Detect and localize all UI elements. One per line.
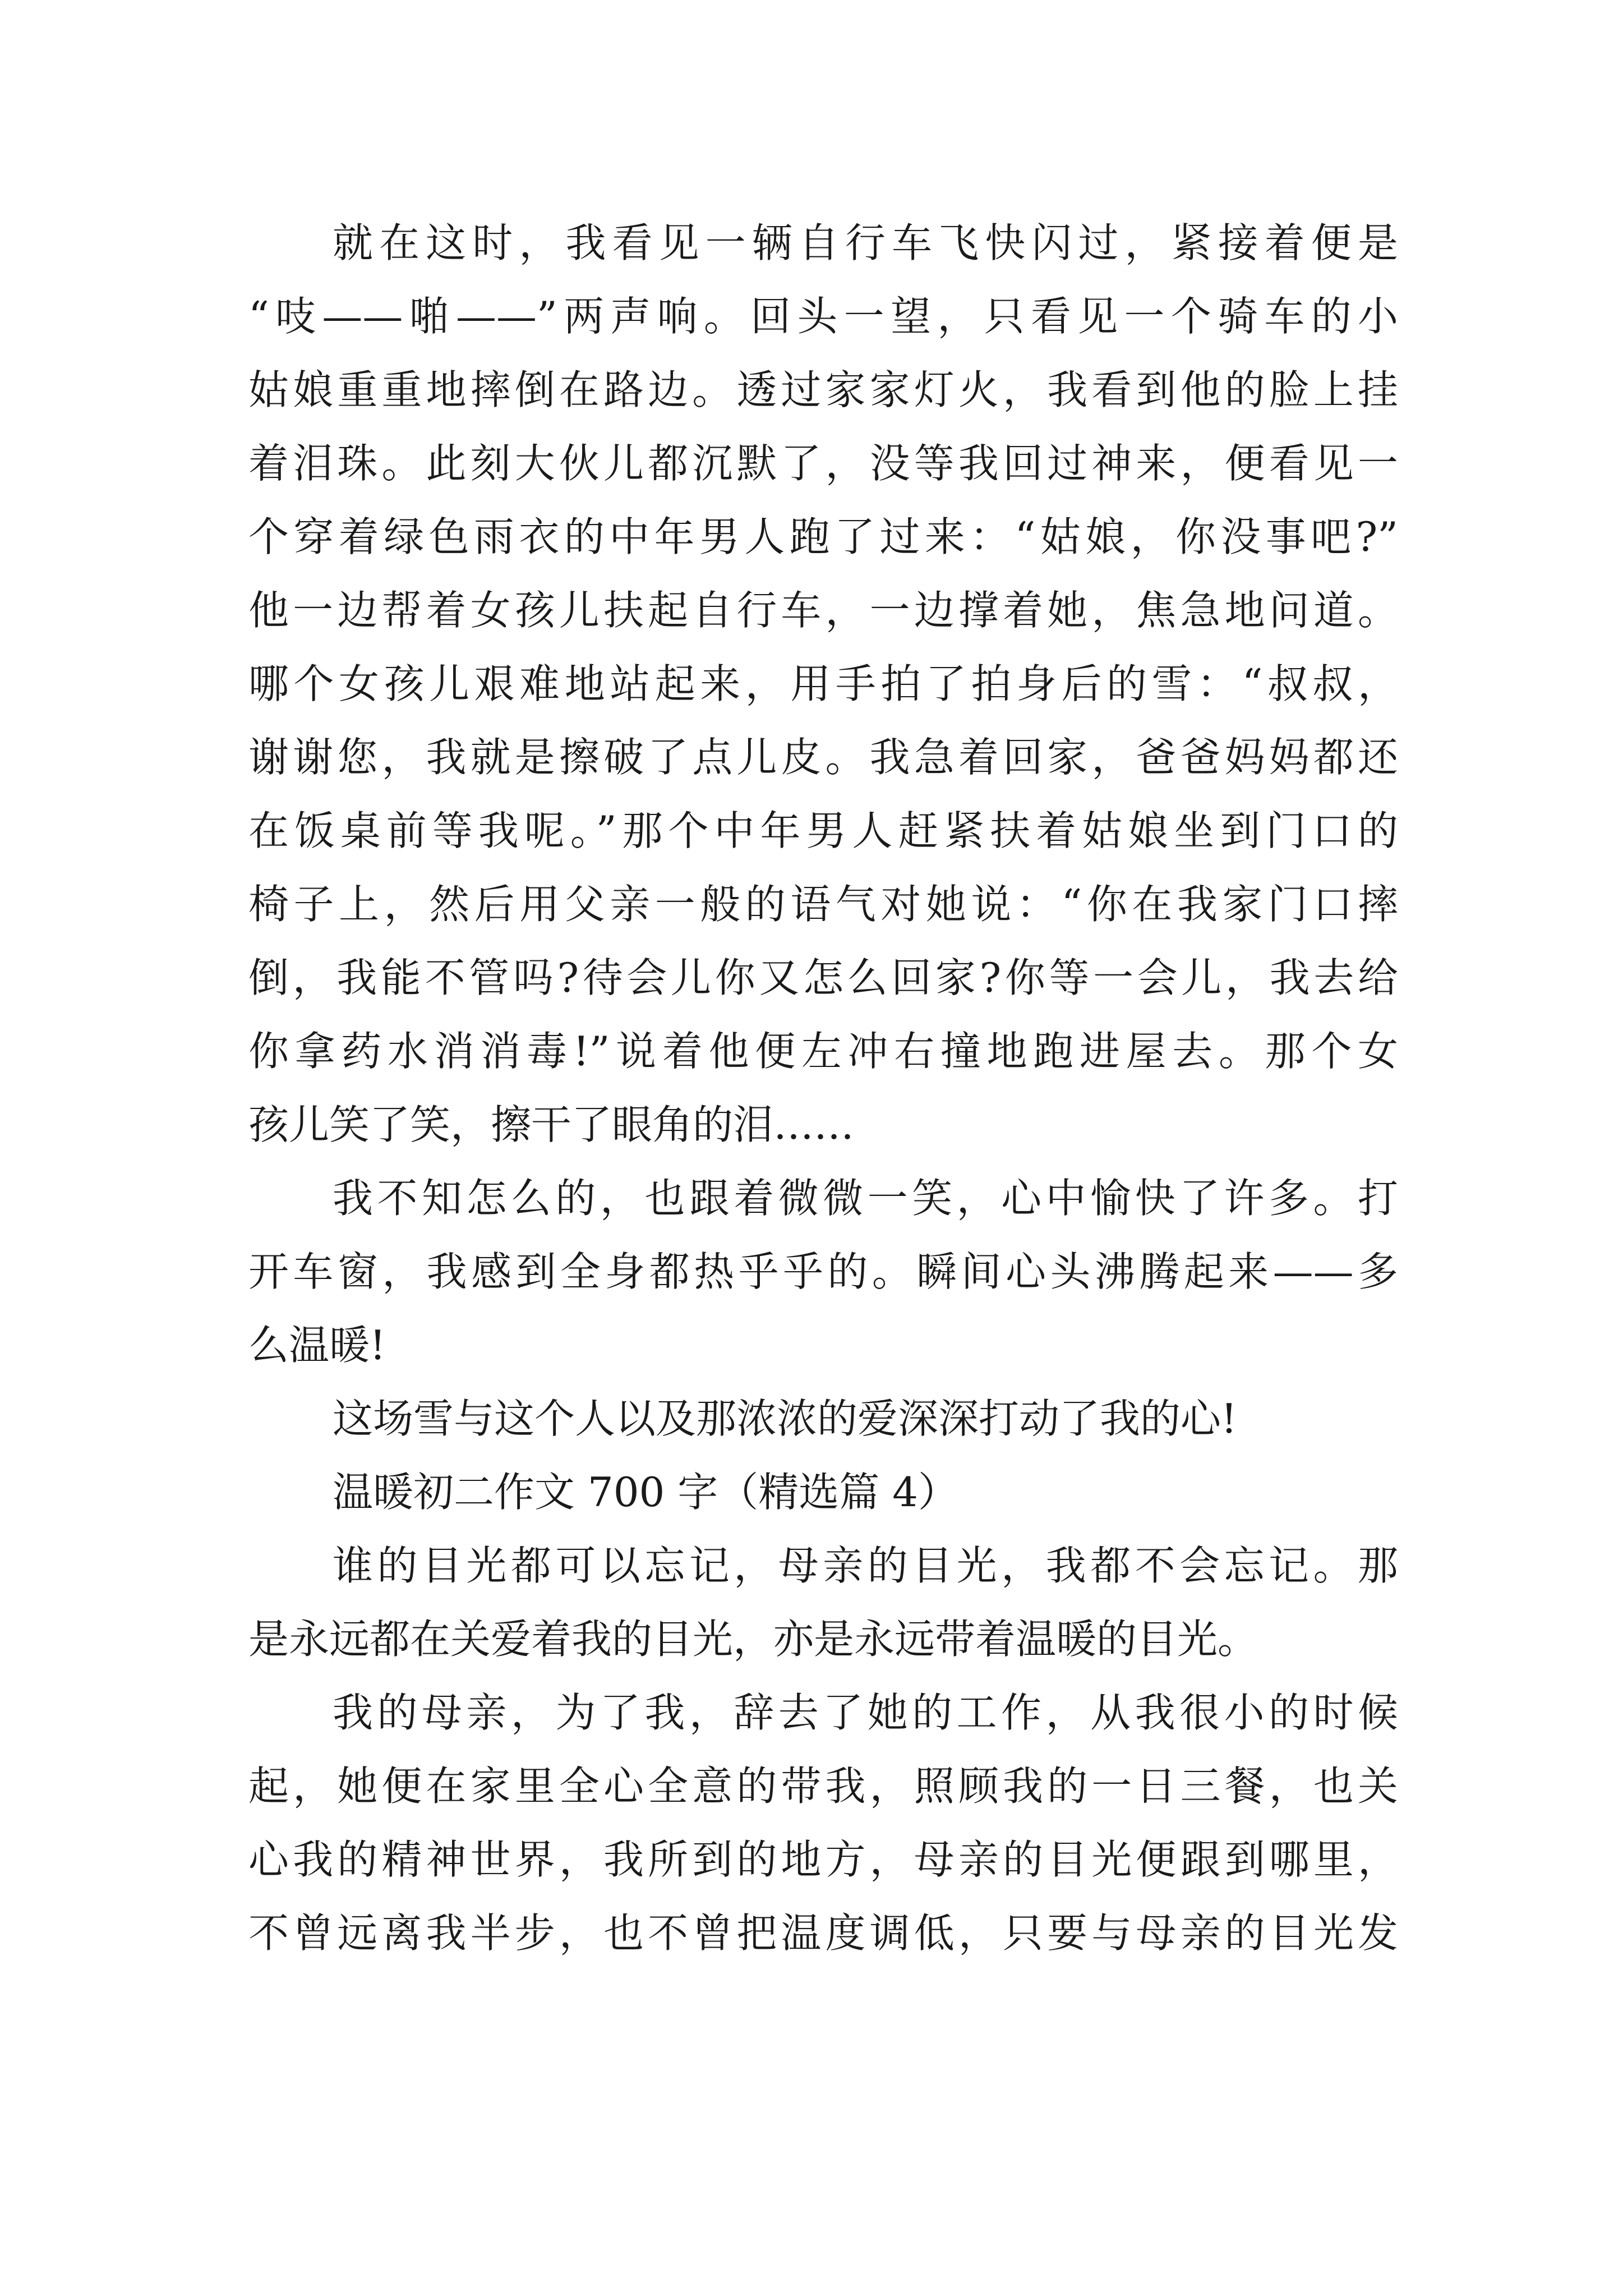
text-line: 姑娘重重地摔倒在路边。透过家家灯火，我看到他的脸上挂: [248, 366, 1398, 413]
text-line: 椅子上，然后用父亲一般的语气对她说：“你在我家门口摔: [248, 881, 1398, 928]
text-line: 就在这时，我看见一辆自行车飞快闪过，紧接着便是: [333, 219, 1398, 266]
text-line: 他一边帮着女孩儿扶起自行车，一边撑着她，焦急地问道。: [248, 587, 1398, 634]
text-line: 起，她便在家里全心全意的带我，照顾我的一日三餐，也关: [248, 1763, 1398, 1810]
text-line: 不曾远离我半步，也不曾把温度调低，只要与母亲的目光发: [248, 1910, 1398, 1957]
text-line: “吱——啪——”两声响。回头一望，只看见一个骑车的小: [248, 293, 1398, 340]
text-line: 你拿药水消消毒!”说着他便左冲右撞地跑进屋去。那个女: [248, 1028, 1398, 1075]
text-line: 我不知怎么的，也跟着微微一笑，心中愉快了许多。打: [333, 1175, 1398, 1222]
text-line: 心我的精神世界，我所到的地方，母亲的目光便跟到哪里，: [248, 1836, 1398, 1883]
text-line: 谁的目光都可以忘记，母亲的目光，我都不会忘记。那: [333, 1542, 1398, 1589]
text-line: 谢谢您，我就是擦破了点儿皮。我急着回家，爸爸妈妈都还: [248, 734, 1398, 781]
text-line: 是永远都在关爱着我的目光，亦是永远带着温暖的目光。: [248, 1616, 1258, 1663]
text-line: 么温暖!: [248, 1322, 386, 1369]
text-line: 倒，我能不管吗?待会儿你又怎么回家?你等一会儿，我去给: [248, 954, 1398, 1001]
essay-body: [248, 206, 1398, 1970]
text-line: 孩儿笑了笑，擦干了眼角的泪……: [248, 1101, 855, 1148]
text-line: 着泪珠。此刻大伙儿都沉默了，没等我回过神来，便看见一: [248, 440, 1398, 487]
text-line: 我的母亲，为了我，辞去了她的工作，从我很小的时候: [333, 1689, 1398, 1736]
text-line: 温暖初二作文 700 字（精选篇 4）: [333, 1469, 958, 1516]
text-line: 这场雪与这个人以及那浓浓的爱深深打动了我的心!: [333, 1395, 1237, 1442]
text-line: 个穿着绿色雨衣的中年男人跑了过来：“姑娘，你没事吧?”: [248, 513, 1398, 560]
text-line: 哪个女孩儿艰难地站起来，用手拍了拍身后的雪：“叔叔，: [248, 660, 1398, 707]
text-line: 开车窗，我感到全身都热乎乎的。瞬间心头沸腾起来——多: [248, 1248, 1398, 1295]
text-line: 在饭桌前等我呢。”那个中年男人赶紧扶着姑娘坐到门口的: [248, 807, 1398, 854]
